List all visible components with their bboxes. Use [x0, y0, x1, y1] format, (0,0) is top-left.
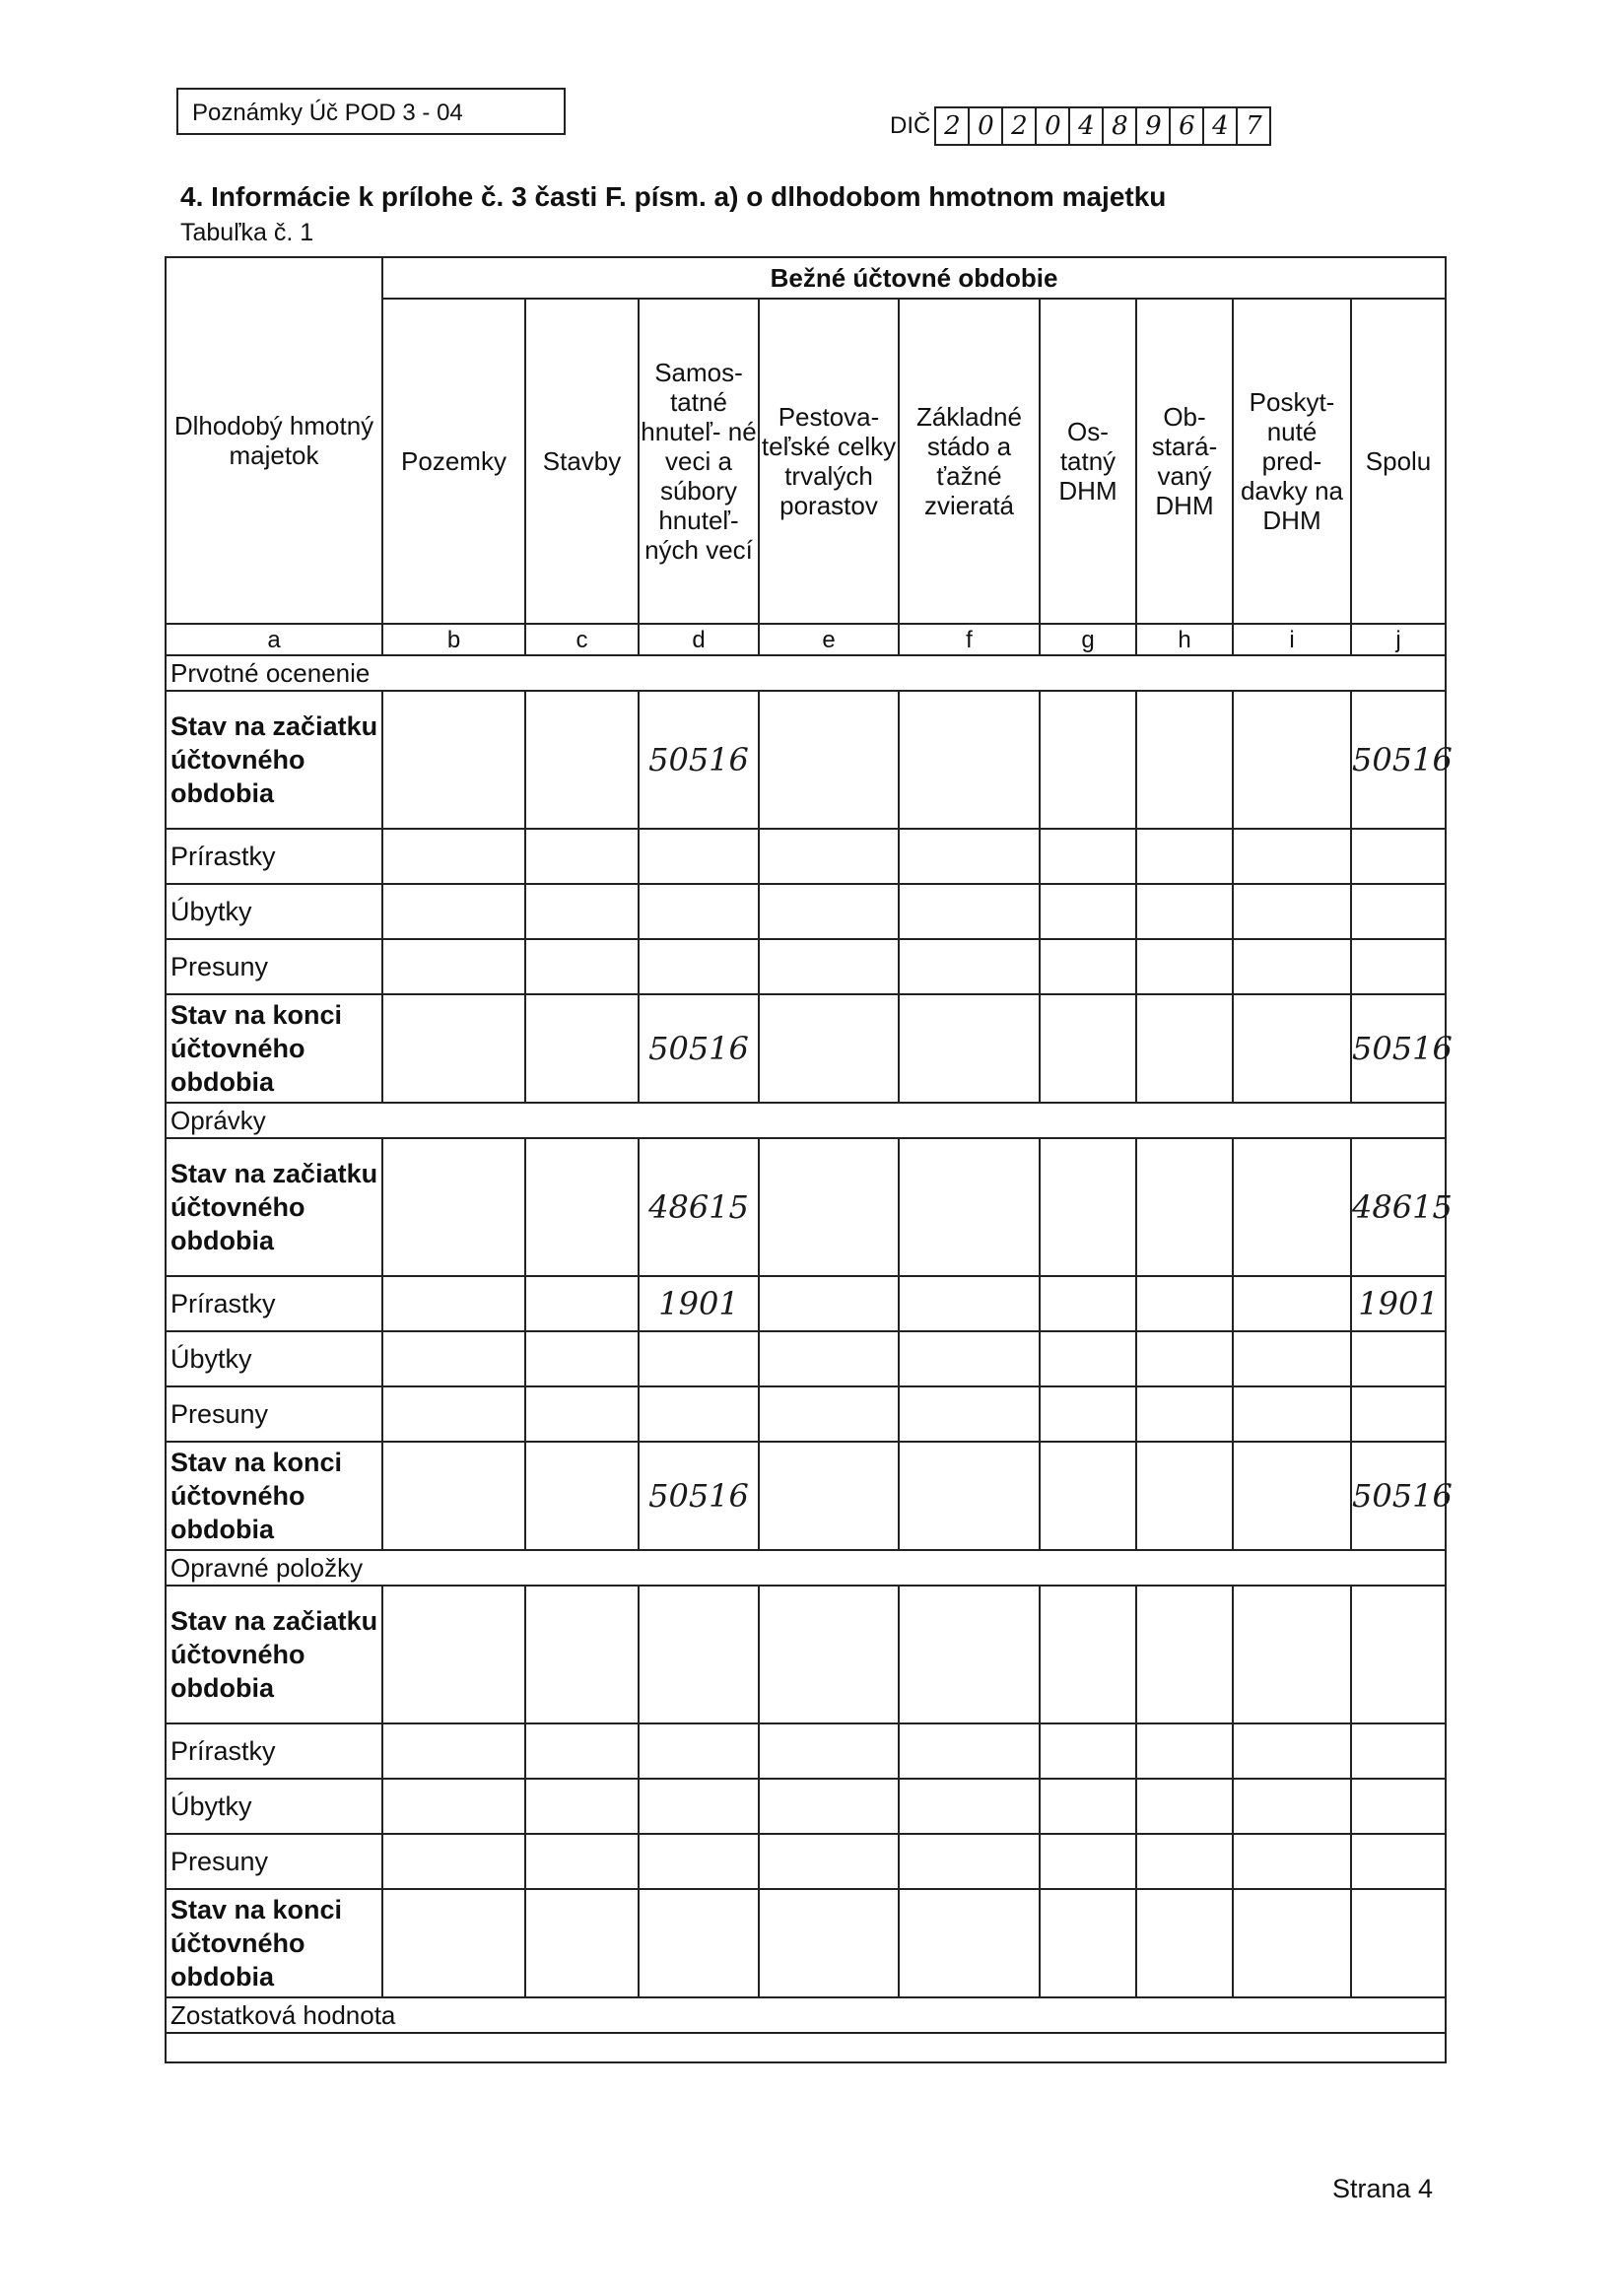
value-cell: 50516 [639, 691, 759, 829]
row-header: Dlhodobý hmotný majetok [166, 257, 382, 624]
dic-label: DIČ [890, 112, 931, 139]
row-label: Presuny [166, 1386, 382, 1442]
col-header: Samos- tatné hnuteľ- né veci a súbory hnuteľ- ných vecí [639, 299, 759, 624]
value-cell: 1901 [639, 1276, 759, 1331]
table-caption: Tabuľka č. 1 [180, 219, 314, 246]
row-label: Stav na začiatku účtovného obdobia [166, 1586, 382, 1723]
dhm-table [165, 256, 1453, 2063]
col-letter: c [525, 624, 639, 655]
row-label: Stav na konci účtovného obdobia [166, 1442, 382, 1550]
row-label: Stav na začiatku účtovného obdobia [166, 691, 382, 829]
value-cell: 50516 [639, 994, 759, 1103]
row-label: Prírastky [166, 1723, 382, 1779]
row-label: Úbytky [166, 884, 382, 939]
dic-field [890, 106, 1271, 146]
row-label: Stav na začiatku účtovného obdobia [166, 1138, 382, 1276]
col-header: Základné stádo a ťažné zvieratá [899, 299, 1040, 624]
row-label: Presuny [166, 939, 382, 994]
section-zostatkova: Zostatková hodnota [166, 1997, 1446, 2033]
col-header: Poskyt- nuté pred- davky na DHM [1233, 299, 1351, 624]
value-cell: 48615 [639, 1138, 759, 1276]
row-label: Prírastky [166, 829, 382, 884]
period-header: Bežné účtovné obdobie [382, 257, 1446, 299]
col-letter: b [382, 624, 525, 655]
col-letter: a [166, 624, 382, 655]
dic-digit: 2 [934, 106, 970, 146]
row-label: Úbytky [166, 1331, 382, 1386]
section-opravne: Opravné položky [166, 1550, 1446, 1586]
dic-digit: 0 [968, 106, 1003, 146]
col-header: Pestova- teľské celky trvalých porastov [759, 299, 899, 624]
dic-digit: 4 [1202, 106, 1238, 146]
dic-digit: 7 [1236, 106, 1271, 146]
value-cell: 50516 [1351, 1442, 1446, 1550]
row-label: Prírastky [166, 1276, 382, 1331]
dic-digit: 6 [1169, 106, 1204, 146]
row-label: Presuny [166, 1834, 382, 1889]
value-cell: 48615 [1351, 1138, 1446, 1276]
col-letter: g [1040, 624, 1136, 655]
col-letter: d [639, 624, 759, 655]
form-code-box: Poznámky Úč POD 3 - 04 [176, 88, 566, 135]
dic-digit: 2 [1001, 106, 1037, 146]
section-title: 4. Informácie k prílohe č. 3 časti F. písm. a) o dlhodobom hmotnom majetku [180, 181, 1167, 212]
page-number: Strana 4 [1332, 2174, 1434, 2203]
dic-digit: 4 [1068, 106, 1104, 146]
row-label: Úbytky [166, 1779, 382, 1834]
col-letter: i [1233, 624, 1351, 655]
col-letter: e [759, 624, 899, 655]
row-label: Stav na konci účtovného obdobia [166, 1889, 382, 1997]
col-letter: j [1351, 624, 1446, 655]
col-header: Pozemky [382, 299, 525, 624]
value-cell: 50516 [1351, 691, 1446, 829]
col-header: Ob- stará- vaný DHM [1136, 299, 1233, 624]
dic-digit: 9 [1135, 106, 1171, 146]
col-letter: f [899, 624, 1040, 655]
col-letter: h [1136, 624, 1233, 655]
col-header: Os- tatný DHM [1040, 299, 1136, 624]
dic-digit: 0 [1035, 106, 1070, 146]
dic-digit: 8 [1102, 106, 1137, 146]
value-cell: 1901 [1351, 1276, 1446, 1331]
row-label: Stav na konci účtovného obdobia [166, 994, 382, 1103]
section-opravky: Oprávky [166, 1103, 1446, 1138]
col-header: Stavby [525, 299, 639, 624]
section-prvotne: Prvotné ocenenie [166, 655, 1446, 691]
value-cell: 50516 [639, 1442, 759, 1550]
col-header: Spolu [1351, 299, 1446, 624]
value-cell: 50516 [1351, 994, 1446, 1103]
